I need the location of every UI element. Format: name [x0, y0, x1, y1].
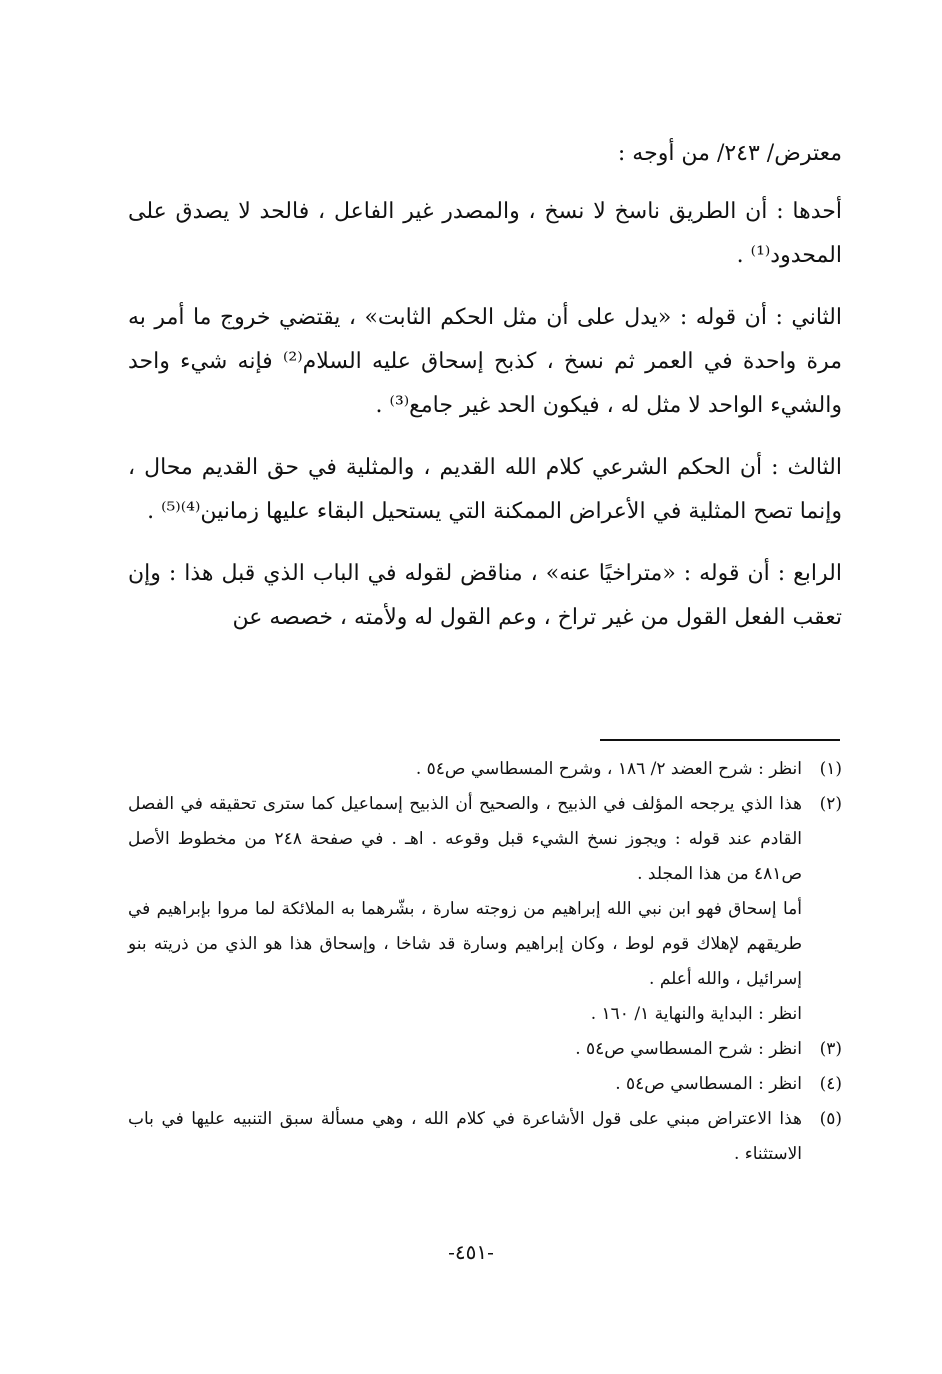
footnote-text: انظر : المسطاسي ص٥٤ . — [615, 1074, 802, 1094]
paragraph-third-objection: الثالث : أن الحكم الشرعي كلام الله القديم ، والمثلية في حق القديم محال ، وإنما تصح المثلية في الأعراض الممكنة التي يستحيل البقاء عليها زمانين⁽⁴⁾⁽⁵⁾ . — [128, 455, 842, 524]
footnote-number: (٢) — [819, 794, 842, 814]
footnote-2-reference: انظر : البداية والنهاية ١/ ١٦٠ . — [590, 1004, 802, 1024]
paragraph-second-objection: الثاني : أن قوله : «يدل على أن مثل الحكم الثابت» ، يقتضي خروج ما أمر به مرة واحدة في العمر ثم نسخ ، كذبح إسحاق عليه السلام⁽²⁾ فإنه شيء واحد والشيء الواحد لا مثل له ، فيكون الحد غير جامع⁽³⁾ . — [128, 305, 842, 418]
footnote-number: (٥) — [819, 1109, 842, 1129]
footnote-text: هذا الاعتراض مبني على قول الأشاعرة في كلام الله ، وهي مسألة سبق التنبيه عليها في باب الاستثناء . — [128, 1109, 802, 1164]
paragraph-intro: معترض/ ٢٤٣/ من أوجه : — [617, 141, 842, 166]
page-number: -٤٥١- — [448, 1240, 494, 1264]
footnotes — [128, 752, 842, 1172]
footnote-number: (١) — [819, 759, 842, 779]
footnote-separator — [600, 739, 840, 741]
footnote-2-continuation: أما إسحاق فهو ابن نبي الله إبراهيم من زوجته سارة ، بشّرهما به الملائكة لما مروا بإبراهيم في طريقهم لإهلاك قوم لوط ، وكان إبراهيم وسارة قد شاخا ، وإسحاق هذا هو الذي من ذريته بنو إسرائيل ، والله أعلم . — [128, 899, 802, 989]
footnote-3 — [128, 1032, 842, 1067]
footnote-1 — [128, 752, 842, 787]
footnote-text: انظر : شرح العضد ٢/ ١٨٦ ، وشرح المسطاسي ص٥٤ . — [415, 759, 802, 779]
footnote-number: (٣) — [819, 1039, 842, 1059]
footnote-text: انظر : شرح المسطاسي ص٥٤ . — [575, 1039, 802, 1059]
footnote-4 — [128, 1067, 842, 1102]
paragraph-fourth-objection: الرابع : أن قوله : «متراخيًا عنه» ، مناقض لقوله في الباب الذي قبل هذا : وإن تعقب الفعل القول من غير تراخ ، وعم القول له ولأمته ، خصصه عن — [128, 561, 842, 630]
paragraph-first-objection: أحدها : أن الطريق ناسخ لا نسخ ، والمصدر غير الفاعل ، فالحد لا يصدق على المحدود⁽¹⁾ . — [128, 199, 842, 268]
footnote-number: (٤) — [819, 1074, 842, 1094]
footnote-text: هذا الذي يرجحه المؤلف في الذبيح ، والصحيح أن الذبيح إسماعيل كما سترى تحقيقه في الفصل القادم عند قوله : ويجوز نسخ الشيء قبل وقوعه . اهـ . في صفحة ٢٤٨ من مخطوط الأصل ص٤٨١ من هذا المجلد . — [128, 794, 803, 884]
footnote-2 — [128, 787, 842, 892]
footnote-5 — [128, 1102, 842, 1172]
main-text — [128, 132, 842, 658]
